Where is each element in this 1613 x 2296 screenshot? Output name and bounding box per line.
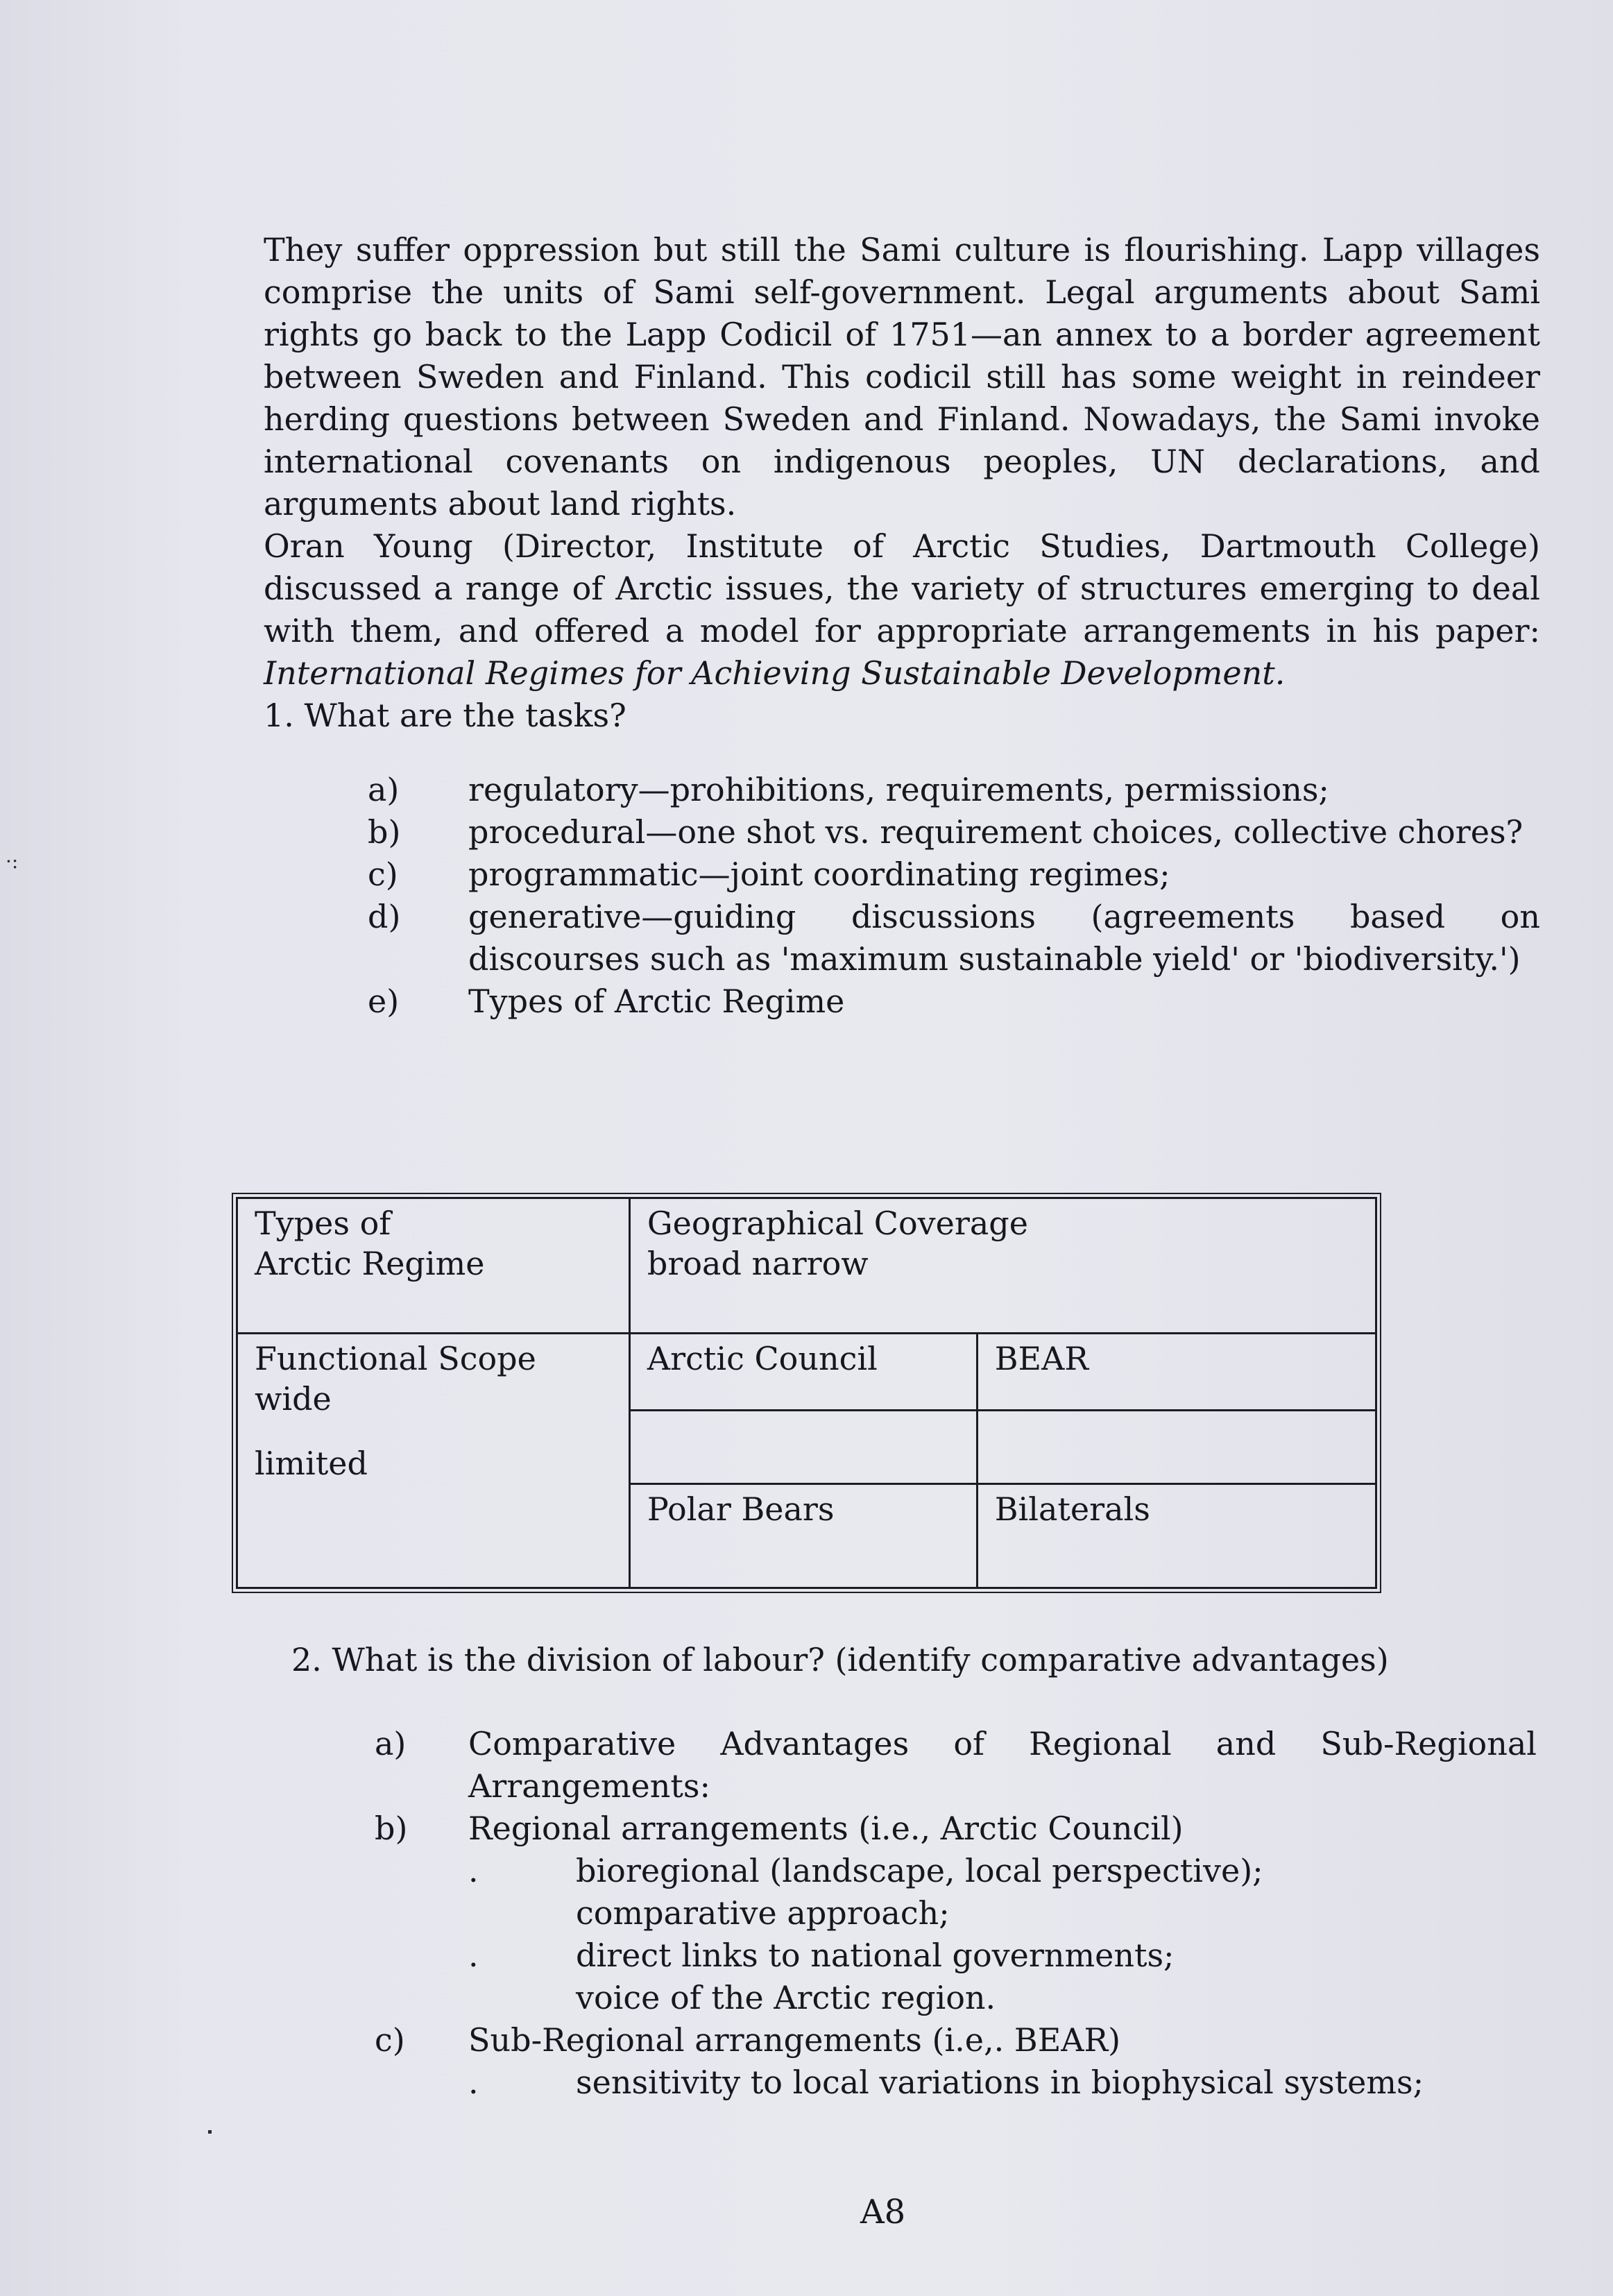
task-item-b xyxy=(264,811,1540,853)
arrangement-a-line1: Comparative Advantages of Regional and Sub-Regional xyxy=(468,1725,1537,1762)
task-item-d xyxy=(264,896,1540,980)
arrangement-letter: a) xyxy=(375,1725,407,1762)
header-types-of: Types of xyxy=(255,1205,391,1242)
task-letter: e) xyxy=(368,983,400,1020)
table-cell-polar-bears: Polar Bears xyxy=(629,1483,977,1588)
regional-bullets xyxy=(291,1850,1554,2019)
arrangement-item-a xyxy=(291,1723,1554,1808)
task-item-a xyxy=(264,769,1540,811)
paragraph-oran-young xyxy=(264,525,1540,695)
arrangement-letter: b) xyxy=(375,1810,408,1847)
functional-scope-cell xyxy=(237,1333,630,1588)
stray-dot-icon xyxy=(208,2130,212,2134)
task-letter: a) xyxy=(368,771,400,808)
table-row xyxy=(237,1198,1376,1334)
header-arctic-regime: Arctic Regime xyxy=(255,1245,485,1282)
page-body xyxy=(264,229,1540,1023)
arrangement-letter: c) xyxy=(375,2021,405,2059)
section1-heading: 1. What are the tasks? xyxy=(264,697,626,734)
bullet-dot-icon: . xyxy=(468,2064,479,2101)
task-item-c xyxy=(264,853,1540,896)
task-text: programmatic—joint coordinating regimes; xyxy=(468,856,1170,893)
page-number: A8 xyxy=(860,2193,906,2231)
table-row xyxy=(237,1333,1376,1410)
arrangement-b-text: Regional arrangements (i.e., Arctic Council) xyxy=(468,1810,1184,1847)
sub-regional-bullets xyxy=(291,2061,1554,2104)
task-list xyxy=(264,769,1540,1023)
bullet-text: voice of the Arctic region. xyxy=(576,1979,996,2016)
header-geographical-coverage: Geographical Coverage xyxy=(647,1205,1028,1242)
arrangement-a-line2: Arrangements: xyxy=(468,1767,710,1805)
wide-label: wide xyxy=(255,1379,332,1418)
header-broad-narrow: broad narrow xyxy=(647,1245,869,1282)
bullet-text: comparative approach; xyxy=(576,1894,950,1932)
task-text: Types of Arctic Regime xyxy=(468,983,845,1020)
margin-mark-icon: ·: xyxy=(6,850,19,873)
paper-title: International Regimes for Achieving Sustainable Development. xyxy=(264,654,1286,692)
table-cell-bilaterals: Bilaterals xyxy=(977,1483,1376,1588)
table-cell-bear: BEAR xyxy=(977,1333,1376,1410)
arrangement-item-c xyxy=(291,2019,1554,2061)
paragraph-oran-young-text: Oran Young (Director, Institute of Arctic Studies, Dartmouth College) discussed a range of Arctic issues, the variety of structures emerging to deal with them, and offered a model for appropriate arrangements in his paper: xyxy=(264,527,1540,649)
list-item xyxy=(291,1892,1554,1934)
arctic-regime-table xyxy=(236,1197,1377,1589)
section2 xyxy=(291,1639,1554,2104)
table-header-cell xyxy=(237,1198,630,1334)
paragraph-sami-culture: They suffer oppression but still the Sami culture is flourishing. Lapp villages comprise the units of Sami self-government. Legal arguments about Sami rights go back to the Lapp Codicil of 1751—an annex to a border agreement between Sweden and Finland. This codicil still has some weight in reindeer herding questions between Sweden and Finland. Nowadays, the Sami invoke international covenants on indigenous peoples, UN declarations, and arguments about land rights. xyxy=(264,231,1540,522)
list-item xyxy=(291,2061,1554,2104)
list-item xyxy=(291,1977,1554,2019)
task-item-e xyxy=(264,980,1540,1023)
bullet-dot-icon: . xyxy=(468,1852,479,1889)
bullet-text: sensitivity to local variations in biophysical systems; xyxy=(576,2064,1424,2101)
arrangement-a-text xyxy=(468,1723,1537,1808)
functional-scope-label: Functional Scope xyxy=(255,1339,536,1377)
arrangement-c-text: Sub-Regional arrangements (i.e,. BEAR) xyxy=(468,2021,1121,2059)
task-text: procedural—one shot vs. requirement choices, collective chores? xyxy=(468,813,1524,851)
table-cell-empty xyxy=(629,1411,977,1484)
bullet-text: direct links to national governments; xyxy=(576,1937,1175,1974)
list-item xyxy=(291,1934,1554,1977)
bullet-dot-icon xyxy=(291,1892,576,1934)
task-letter: c) xyxy=(368,856,398,893)
list-item xyxy=(291,1850,1554,1892)
task-text: generative—guiding discussions (agreements based on discourses such as 'maximum sustainable yield' or 'biodiversity.') xyxy=(468,898,1540,978)
bullet-dot-icon: . xyxy=(468,1937,479,1974)
table-header-cell xyxy=(629,1198,1376,1334)
section2-heading: 2. What is the division of labour? (identify comparative advantages) xyxy=(291,1641,1389,1678)
task-letter: b) xyxy=(368,813,401,851)
task-text: regulatory—prohibitions, requirements, permissions; xyxy=(468,771,1329,808)
table-cell-empty xyxy=(977,1411,1376,1484)
arrangement-item-b xyxy=(291,1808,1554,1850)
task-letter: d) xyxy=(368,898,401,935)
bullet-text: bioregional (landscape, local perspective); xyxy=(576,1852,1263,1889)
limited-label: limited xyxy=(255,1444,368,1482)
table-cell-arctic-council: Arctic Council xyxy=(629,1333,977,1410)
bullet-dot-icon xyxy=(291,1977,576,2019)
